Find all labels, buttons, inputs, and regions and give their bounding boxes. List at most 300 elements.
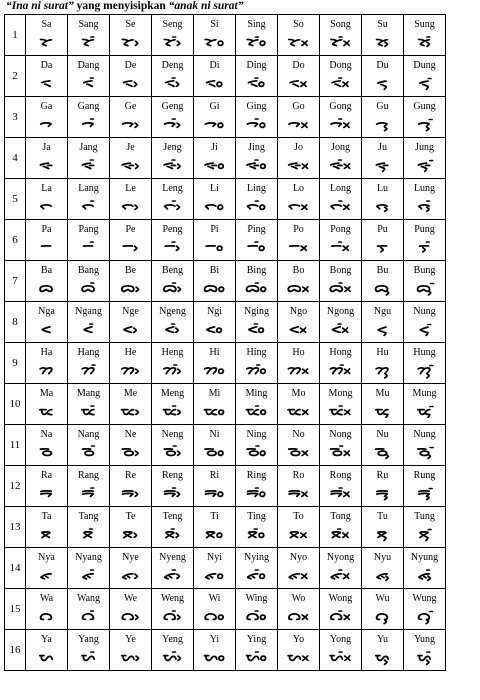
syllable-cell [194, 97, 236, 138]
latin-label: Wi [208, 593, 221, 604]
syllable-cell [110, 589, 152, 630]
latin-label: Mung [412, 388, 437, 399]
latin-label: Geng [161, 101, 184, 112]
latin-label: Ngi [207, 306, 222, 317]
table-row [5, 97, 446, 138]
syllable-cell [152, 15, 194, 56]
syllable-cell [110, 630, 152, 671]
latin-label: Sing [247, 19, 266, 30]
latin-label: Go [292, 101, 305, 112]
syllable-cell [362, 220, 404, 261]
latin-label: Lu [376, 183, 389, 194]
script-glyph: ᯅᯪᯰ [245, 281, 268, 296]
script-glyph: ᯝᯧ [122, 322, 139, 337]
script-glyph: ᯎ [39, 117, 54, 132]
syllable-cell [110, 466, 152, 507]
script-glyph: ᯅᯮ [373, 281, 392, 296]
syllable-cell [110, 425, 152, 466]
latin-label: Nyong [326, 552, 355, 563]
table-row [5, 630, 446, 671]
syllable-cell [362, 425, 404, 466]
script-glyph: ᯠᯪ [204, 568, 225, 583]
title-quote-ina: “Ina ni surat” [6, 0, 74, 12]
latin-label: Jang [79, 142, 98, 153]
script-glyph: ᯇᯪᯰ [246, 240, 267, 255]
syllable-cell [194, 179, 236, 220]
latin-label: Pa [41, 224, 52, 235]
latin-label: Nyung [410, 552, 439, 563]
latin-label: Pong [330, 224, 351, 235]
script-glyph: ᯖᯧᯰ [164, 527, 181, 542]
syllable-cell [194, 384, 236, 425]
syllable-cell [68, 630, 110, 671]
latin-label: Reng [161, 470, 184, 481]
syllable-cell [278, 466, 320, 507]
latin-label: Ba [40, 265, 53, 276]
syllable-cell [194, 343, 236, 384]
row-number: 4 [5, 138, 26, 179]
title-middle: yang menyisipkan [73, 0, 169, 12]
latin-label: Deng [161, 60, 184, 71]
script-glyph: ᯎᯬᯰ [329, 117, 352, 132]
latin-label: Nyi [207, 552, 222, 563]
latin-label: Si [210, 19, 219, 30]
script-glyph: ᯘᯧ [121, 35, 140, 50]
script-glyph: ᯑᯬ [288, 76, 309, 91]
row-number: 2 [5, 56, 26, 97]
latin-label: Gung [413, 101, 436, 112]
script-glyph: ᯅᯰ [80, 281, 97, 296]
latin-label: Wu [375, 593, 390, 604]
script-glyph: ᯋᯪᯰ [245, 609, 268, 624]
latin-label: Yung [413, 634, 436, 645]
script-glyph: ᯇᯬᯰ [330, 240, 351, 255]
page-title [6, 0, 243, 12]
syllable-cell [278, 138, 320, 179]
syllable-cell [320, 179, 362, 220]
script-glyph: ᯠᯧᯰ [163, 568, 182, 583]
row-number: 11 [5, 425, 26, 466]
latin-label: Rung [413, 470, 436, 481]
script-glyph: ᯞᯮ [375, 199, 390, 214]
syllable-cell [26, 589, 68, 630]
syllable-cell [68, 220, 110, 261]
latin-label: Teng [162, 511, 183, 522]
syllable-cell [404, 179, 446, 220]
row-number: 6 [5, 220, 26, 261]
syllable-cell [404, 97, 446, 138]
latin-label: Ming [245, 388, 268, 399]
syllable-cell [26, 56, 68, 97]
script-glyph: ᯒᯪᯰ [245, 486, 268, 501]
script-glyph: ᯋᯮ [375, 609, 390, 624]
syllable-cell [362, 466, 404, 507]
latin-label: Po [293, 224, 304, 235]
syllable-cell [320, 425, 362, 466]
latin-label: Nya [38, 552, 55, 563]
latin-label: Pung [414, 224, 435, 235]
script-glyph: ᯒᯬᯰ [329, 486, 352, 501]
script-glyph: ᯛᯪᯰ [245, 650, 268, 665]
script-glyph: ᯉ [39, 445, 54, 460]
syllable-cell [68, 466, 110, 507]
latin-label: Ro [292, 470, 305, 481]
syllable-cell [152, 425, 194, 466]
script-glyph: ᯂ [38, 363, 55, 378]
syllable-cell [152, 97, 194, 138]
script-glyph: ᯇᯧᯰ [163, 240, 182, 255]
latin-label: Rong [329, 470, 352, 481]
syllable-cell [236, 56, 278, 97]
script-glyph: ᯖᯧ [122, 527, 139, 542]
latin-label: Sa [41, 19, 52, 30]
syllable-cell [110, 220, 152, 261]
script-glyph: ᯞᯬ [287, 199, 310, 214]
syllable-cell [152, 179, 194, 220]
syllable-cell [320, 548, 362, 589]
syllable-cell [278, 507, 320, 548]
script-glyph: ᯔᯧ [120, 404, 141, 419]
script-glyph: ᯋᯬᯰ [329, 609, 352, 624]
latin-label: No [292, 429, 305, 440]
syllable-cell [404, 343, 446, 384]
script-glyph: ᯑᯧᯰ [164, 76, 181, 91]
latin-label: Jo [294, 142, 303, 153]
syllable-cell [152, 220, 194, 261]
syllable-cell [362, 261, 404, 302]
syllable-cell [404, 56, 446, 97]
row-number: 3 [5, 97, 26, 138]
syllable-cell [278, 548, 320, 589]
script-glyph: ᯐᯮ [374, 158, 391, 173]
latin-label: Tu [377, 511, 388, 522]
script-glyph: ᯠᯮᯰ [417, 568, 432, 583]
script-glyph: ᯂᯬ [286, 363, 311, 378]
table-row [5, 15, 446, 56]
syllable-cell [278, 97, 320, 138]
script-glyph: ᯔᯧᯰ [162, 404, 183, 419]
latin-label: Yeng [162, 634, 183, 645]
script-glyph: ᯇᯮ [376, 240, 389, 255]
script-glyph: ᯖᯮᯰ [418, 527, 431, 542]
syllable-cell [152, 630, 194, 671]
latin-label: Bo [292, 265, 305, 276]
script-glyph: ᯒᯰ [81, 486, 96, 501]
latin-label: La [41, 183, 52, 194]
latin-label: Hu [376, 347, 389, 358]
latin-label: Ri [209, 470, 220, 481]
syllable-cell [110, 261, 152, 302]
latin-label: Sang [78, 19, 99, 30]
syllable-cell [152, 507, 194, 548]
script-glyph: ᯠᯮ [375, 568, 390, 583]
table-row [5, 548, 446, 589]
latin-label: Ru [376, 470, 389, 481]
script-glyph: ᯝᯬ [288, 322, 309, 337]
script-glyph: ᯐᯮᯰ [416, 158, 433, 173]
syllable-cell [110, 507, 152, 548]
table-row [5, 343, 446, 384]
script-glyph: ᯉᯰ [81, 445, 96, 460]
syllable-cell [404, 425, 446, 466]
syllable-cell [362, 138, 404, 179]
script-glyph: ᯔᯮᯰ [416, 404, 433, 419]
script-glyph: ᯑ [40, 76, 53, 91]
latin-label: Hung [413, 347, 436, 358]
latin-label: Nye [122, 552, 139, 563]
script-glyph: ᯑᯰ [82, 76, 95, 91]
script-glyph: ᯖᯬᯰ [330, 527, 351, 542]
script-glyph: ᯂᯧ [120, 363, 141, 378]
syllable-cell [110, 179, 152, 220]
latin-label: Ma [39, 388, 54, 399]
syllable-cell [404, 220, 446, 261]
script-glyph: ᯔᯰ [80, 404, 97, 419]
script-glyph: ᯋᯧ [120, 609, 141, 624]
script-glyph: ᯉᯧᯰ [162, 445, 183, 460]
script-glyph: ᯠᯬᯰ [329, 568, 352, 583]
latin-label: Nyeng [159, 552, 186, 563]
latin-label: Ga [40, 101, 53, 112]
latin-label: Jong [331, 142, 350, 153]
latin-label: Pe [125, 224, 136, 235]
syllable-cell [194, 220, 236, 261]
script-glyph: ᯛᯬᯰ [328, 650, 353, 665]
latin-label: Yo [292, 634, 305, 645]
syllable-cell [236, 179, 278, 220]
script-glyph: ᯠᯬ [287, 568, 310, 583]
syllable-cell [26, 15, 68, 56]
syllable-cell [110, 138, 152, 179]
latin-label: Nung [413, 306, 436, 317]
latin-label: Li [210, 183, 219, 194]
syllable-cell [194, 589, 236, 630]
script-glyph: ᯂᯰ [80, 363, 97, 378]
script-glyph: ᯝᯮᯰ [418, 322, 431, 337]
syllable-cell [26, 138, 68, 179]
syllable-cell [68, 589, 110, 630]
latin-label: Ting [247, 511, 266, 522]
script-glyph: ᯖᯪᯰ [247, 527, 266, 542]
syllable-cell [362, 548, 404, 589]
syllable-cell [194, 261, 236, 302]
syllable-cell [68, 138, 110, 179]
latin-label: Ja [42, 142, 51, 153]
latin-label: Heng [161, 347, 184, 358]
syllable-cell [152, 56, 194, 97]
latin-label: Bi [209, 265, 220, 276]
latin-label: Ji [211, 142, 218, 153]
script-glyph: ᯝᯬᯰ [330, 322, 351, 337]
script-glyph: ᯅᯪ [203, 281, 226, 296]
table-row [5, 466, 446, 507]
latin-label: Ring [246, 470, 267, 481]
syllable-cell [68, 97, 110, 138]
syllable-cell [278, 589, 320, 630]
syllable-cell [320, 507, 362, 548]
syllable-cell [236, 425, 278, 466]
script-glyph: ᯖᯪ [205, 527, 224, 542]
table-row [5, 507, 446, 548]
syllable-cell [362, 15, 404, 56]
latin-label: Dong [329, 60, 352, 71]
row-number: 12 [5, 466, 26, 507]
latin-label: Seng [162, 19, 183, 30]
latin-label: Meng [160, 388, 185, 399]
syllable-cell [152, 138, 194, 179]
script-glyph: ᯂᯬᯰ [328, 363, 353, 378]
script-glyph: ᯔᯬᯰ [328, 404, 353, 419]
latin-label: Nyang [75, 552, 102, 563]
latin-label: Pang [78, 224, 99, 235]
script-glyph: ᯎᯰ [81, 117, 96, 132]
latin-label: Ging [246, 101, 267, 112]
latin-label: Ne [124, 429, 137, 440]
script-glyph: ᯞᯪ [204, 199, 225, 214]
script-glyph: ᯅ [38, 281, 55, 296]
syllable-cell [362, 302, 404, 343]
latin-label: Mi [208, 388, 221, 399]
syllable-cell [362, 507, 404, 548]
syllable-cell [194, 630, 236, 671]
script-glyph: ᯠᯧ [121, 568, 140, 583]
script-glyph: ᯛᯮ [374, 650, 391, 665]
script-glyph: ᯒ [39, 486, 54, 501]
latin-label: Wing [245, 593, 268, 604]
latin-label: Nong [329, 429, 352, 440]
script-glyph: ᯘ [39, 35, 54, 50]
syllable-cell [278, 630, 320, 671]
latin-label: Na [40, 429, 53, 440]
syllable-cell [194, 425, 236, 466]
script-glyph: ᯋᯪ [203, 609, 226, 624]
latin-label: Lung [413, 183, 436, 194]
table-row [5, 425, 446, 466]
row-number: 5 [5, 179, 26, 220]
latin-label: Nyu [373, 552, 392, 563]
script-glyph: ᯛᯬ [286, 650, 311, 665]
latin-label: Long [329, 183, 352, 194]
syllable-cell [236, 302, 278, 343]
latin-label: Sung [414, 19, 435, 30]
syllable-cell [110, 302, 152, 343]
latin-label: Ngang [75, 306, 102, 317]
syllable-cell [320, 97, 362, 138]
script-glyph: ᯖᯮ [376, 527, 389, 542]
script-glyph: ᯝᯪᯰ [247, 322, 266, 337]
latin-label: Bang [77, 265, 100, 276]
script-glyph: ᯉᯪ [203, 445, 226, 460]
latin-label: Se [125, 19, 136, 30]
table-row [5, 384, 446, 425]
syllable-cell [26, 97, 68, 138]
latin-label: Nging [244, 306, 269, 317]
latin-label: Peng [162, 224, 183, 235]
latin-label: Yang [78, 634, 99, 645]
latin-label: Te [125, 511, 136, 522]
latin-label: Da [40, 60, 53, 71]
script-glyph: ᯑᯮ [376, 76, 389, 91]
script-glyph: ᯒᯧ [121, 486, 140, 501]
script-glyph: ᯅᯧᯰ [162, 281, 183, 296]
script-glyph: ᯇᯰ [82, 240, 95, 255]
syllable-cell [236, 343, 278, 384]
latin-label: So [293, 19, 304, 30]
syllable-cell [278, 261, 320, 302]
script-glyph: ᯞᯧ [121, 199, 140, 214]
syllable-cell [194, 56, 236, 97]
latin-label: Ra [40, 470, 53, 481]
syllable-cell [68, 384, 110, 425]
syllable-cell [320, 343, 362, 384]
latin-label: Tung [414, 511, 435, 522]
table-row [5, 138, 446, 179]
syllable-cell [404, 302, 446, 343]
latin-label: Beng [161, 265, 184, 276]
script-glyph: ᯝᯧᯰ [164, 322, 181, 337]
latin-label: Rang [77, 470, 100, 481]
script-glyph: ᯑᯧ [122, 76, 139, 91]
syllable-cell [320, 302, 362, 343]
latin-label: Ding [246, 60, 267, 71]
syllable-cell [68, 15, 110, 56]
script-glyph: ᯋᯬ [287, 609, 310, 624]
latin-label: Song [330, 19, 351, 30]
syllable-cell [236, 507, 278, 548]
script-glyph: ᯎᯬ [287, 117, 310, 132]
latin-label: Pu [377, 224, 388, 235]
syllable-cell [152, 261, 194, 302]
latin-label: Bung [413, 265, 436, 276]
script-glyph: ᯐᯪᯰ [245, 158, 268, 173]
row-number: 7 [5, 261, 26, 302]
syllable-cell [362, 97, 404, 138]
latin-label: To [293, 511, 304, 522]
script-glyph: ᯞ [39, 199, 54, 214]
syllable-cell [278, 384, 320, 425]
latin-label: Ju [378, 142, 387, 153]
script-glyph: ᯛ [38, 650, 55, 665]
syllable-cell [278, 15, 320, 56]
script-glyph: ᯞᯮᯰ [417, 199, 432, 214]
script-glyph: ᯐᯬ [287, 158, 310, 173]
syllable-cell [362, 179, 404, 220]
script-glyph: ᯠ [39, 568, 54, 583]
syllable-cell [404, 384, 446, 425]
script-glyph: ᯛᯰ [80, 650, 97, 665]
syllable-cell [68, 343, 110, 384]
syllable-cell [236, 220, 278, 261]
table-row [5, 302, 446, 343]
script-glyph: ᯝᯪ [205, 322, 224, 337]
syllable-cell [362, 630, 404, 671]
script-glyph: ᯒᯬ [287, 486, 310, 501]
syllable-cell [68, 261, 110, 302]
latin-label: Nying [244, 552, 269, 563]
latin-label: Re [124, 470, 137, 481]
latin-label: Nyo [289, 552, 308, 563]
script-glyph: ᯑᯬᯰ [330, 76, 351, 91]
script-glyph: ᯎᯪ [204, 117, 225, 132]
latin-label: Be [124, 265, 137, 276]
script-glyph: ᯔᯪ [203, 404, 226, 419]
syllable-cell [404, 466, 446, 507]
syllable-cell [362, 56, 404, 97]
latin-label: Ping [247, 224, 266, 235]
syllable-cell [68, 56, 110, 97]
script-glyph: ᯉᯬ [287, 445, 310, 460]
latin-label: Hing [246, 347, 267, 358]
